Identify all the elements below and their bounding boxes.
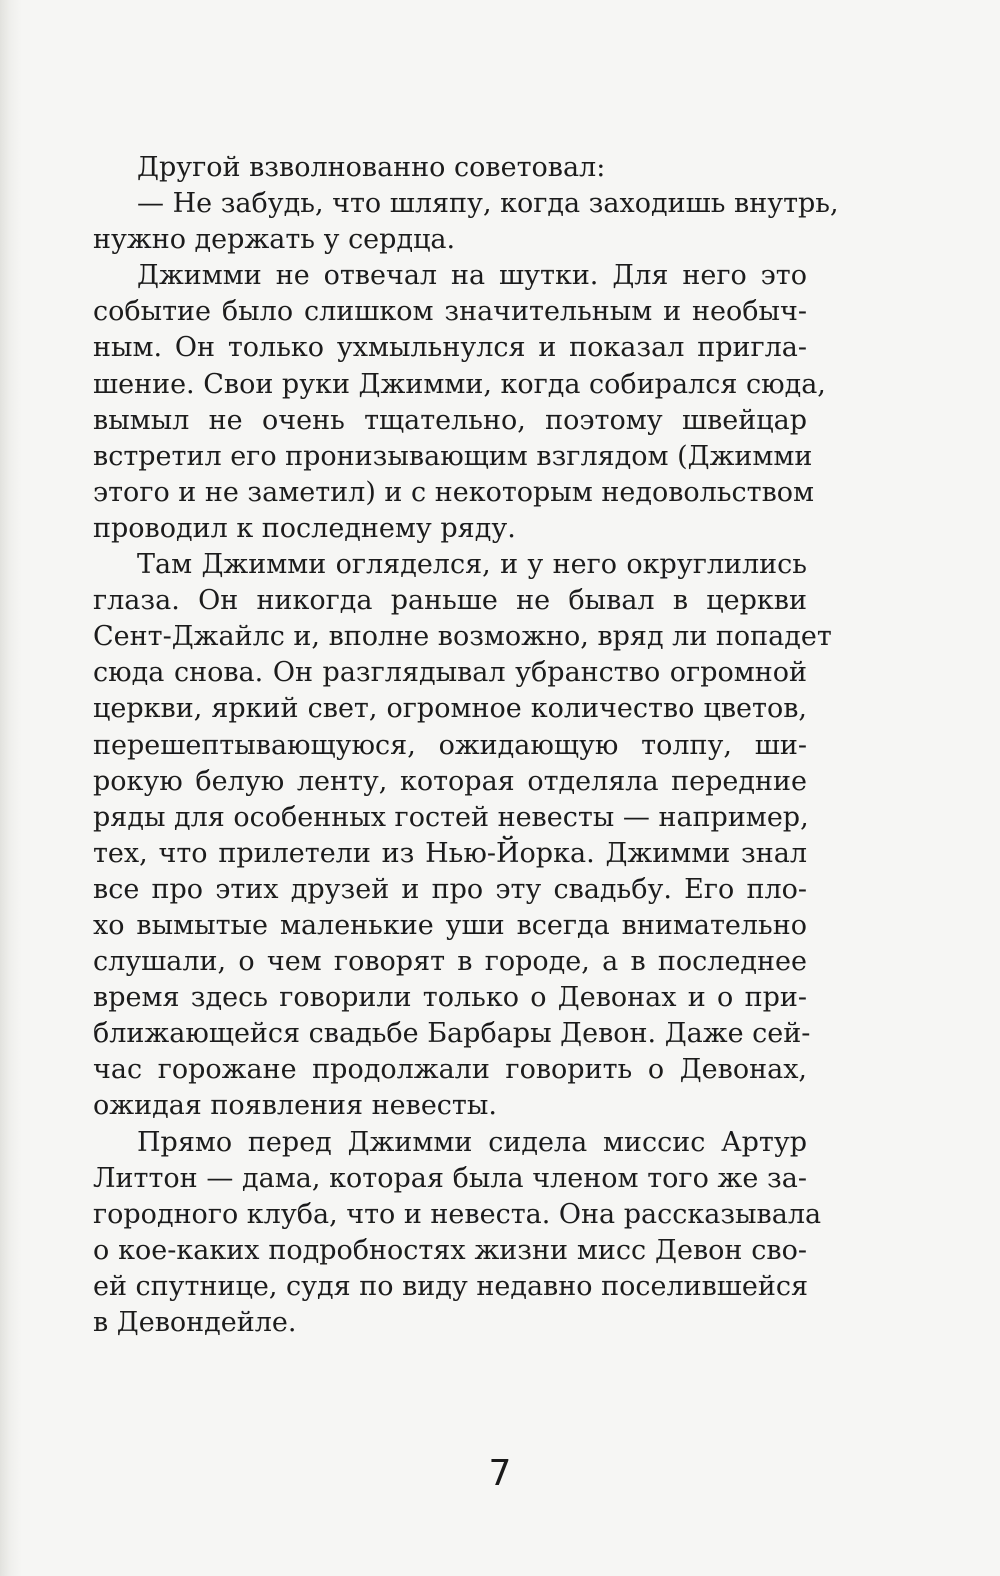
text-line: ряды для особенных гостей невесты — например, [93, 801, 809, 833]
text-line: ближающейся свадьбе Барбары Девон. Даже сей- [93, 1018, 811, 1050]
text-line: вымыл не очень тщательно, поэтому швейцар [93, 404, 807, 436]
text-line: этого и не заметил) и с некоторым недовольством [93, 476, 815, 508]
body-text [93, 150, 839, 1341]
text-line: перешептывающуюся, ожидающую толпу, ши- [93, 729, 807, 761]
text-line: встретил его пронизывающим взглядом (Джимми [93, 440, 813, 472]
text-line: — Не забудь, что шляпу, когда заходишь внутрь, [137, 188, 839, 220]
text-line: городного клуба, что и невеста. Она рассказывала [93, 1198, 822, 1230]
text-line: в Девондейле. [93, 1307, 297, 1338]
text-line: событие было слишком значительным и необыч- [93, 296, 807, 328]
text-line: Литтон — дама, которая была членом того же за- [93, 1162, 807, 1194]
text-line: Другой взволнованно советовал: [137, 152, 606, 183]
text-line: шение. Свои руки Джимми, когда собирался сюда, [93, 368, 826, 400]
text-line: ей спутнице, судя по виду недавно поселившейся [93, 1270, 809, 1302]
text-line: ным. Он только ухмыльнулся и показал пригла- [93, 332, 807, 364]
text-line: Там Джимми огляделся, и у него округлились [137, 549, 807, 581]
page-number: 7 [488, 1453, 512, 1494]
text-line: Прямо перед Джимми сидела миссис Артур [137, 1126, 807, 1158]
text-line: слушали, о чем говорят в городе, а в последнее [93, 946, 807, 978]
text-line: Сент-Джайлс и, вполне возможно, вряд ли попадет [93, 621, 832, 653]
text-line: Джимми не отвечал на шутки. Для него это [137, 260, 807, 292]
text-line: церкви, яркий свет, огромное количество цветов, [93, 693, 807, 725]
text-line: час горожане продолжали говорить о Девонах, [93, 1054, 807, 1086]
text-line: ожидая появления невесты. [93, 1090, 497, 1122]
text-line: нужно держать у сердца. [93, 224, 456, 256]
text-line: проводил к последнему ряду. [93, 512, 516, 544]
text-line: глаза. Он никогда раньше не бывал в церкви [93, 585, 807, 617]
text-line: тех, что прилетели из Нью-Йорка. Джимми знал [93, 837, 807, 869]
text-line: все про этих друзей и про эту свадьбу. Его пло- [93, 873, 807, 905]
text-line: сюда снова. Он разглядывал убранство огромной [93, 657, 807, 689]
text-line: хо вымытые маленькие уши всегда внимательно [93, 909, 807, 941]
text-line: время здесь говорили только о Девонах и о при- [93, 982, 807, 1014]
text-line: рокую белую ленту, которая отделяла передние [93, 765, 807, 797]
page-edge-shadow [0, 0, 22, 1576]
text-line: о кое-каких подробностях жизни мисс Девон сво- [93, 1234, 807, 1266]
